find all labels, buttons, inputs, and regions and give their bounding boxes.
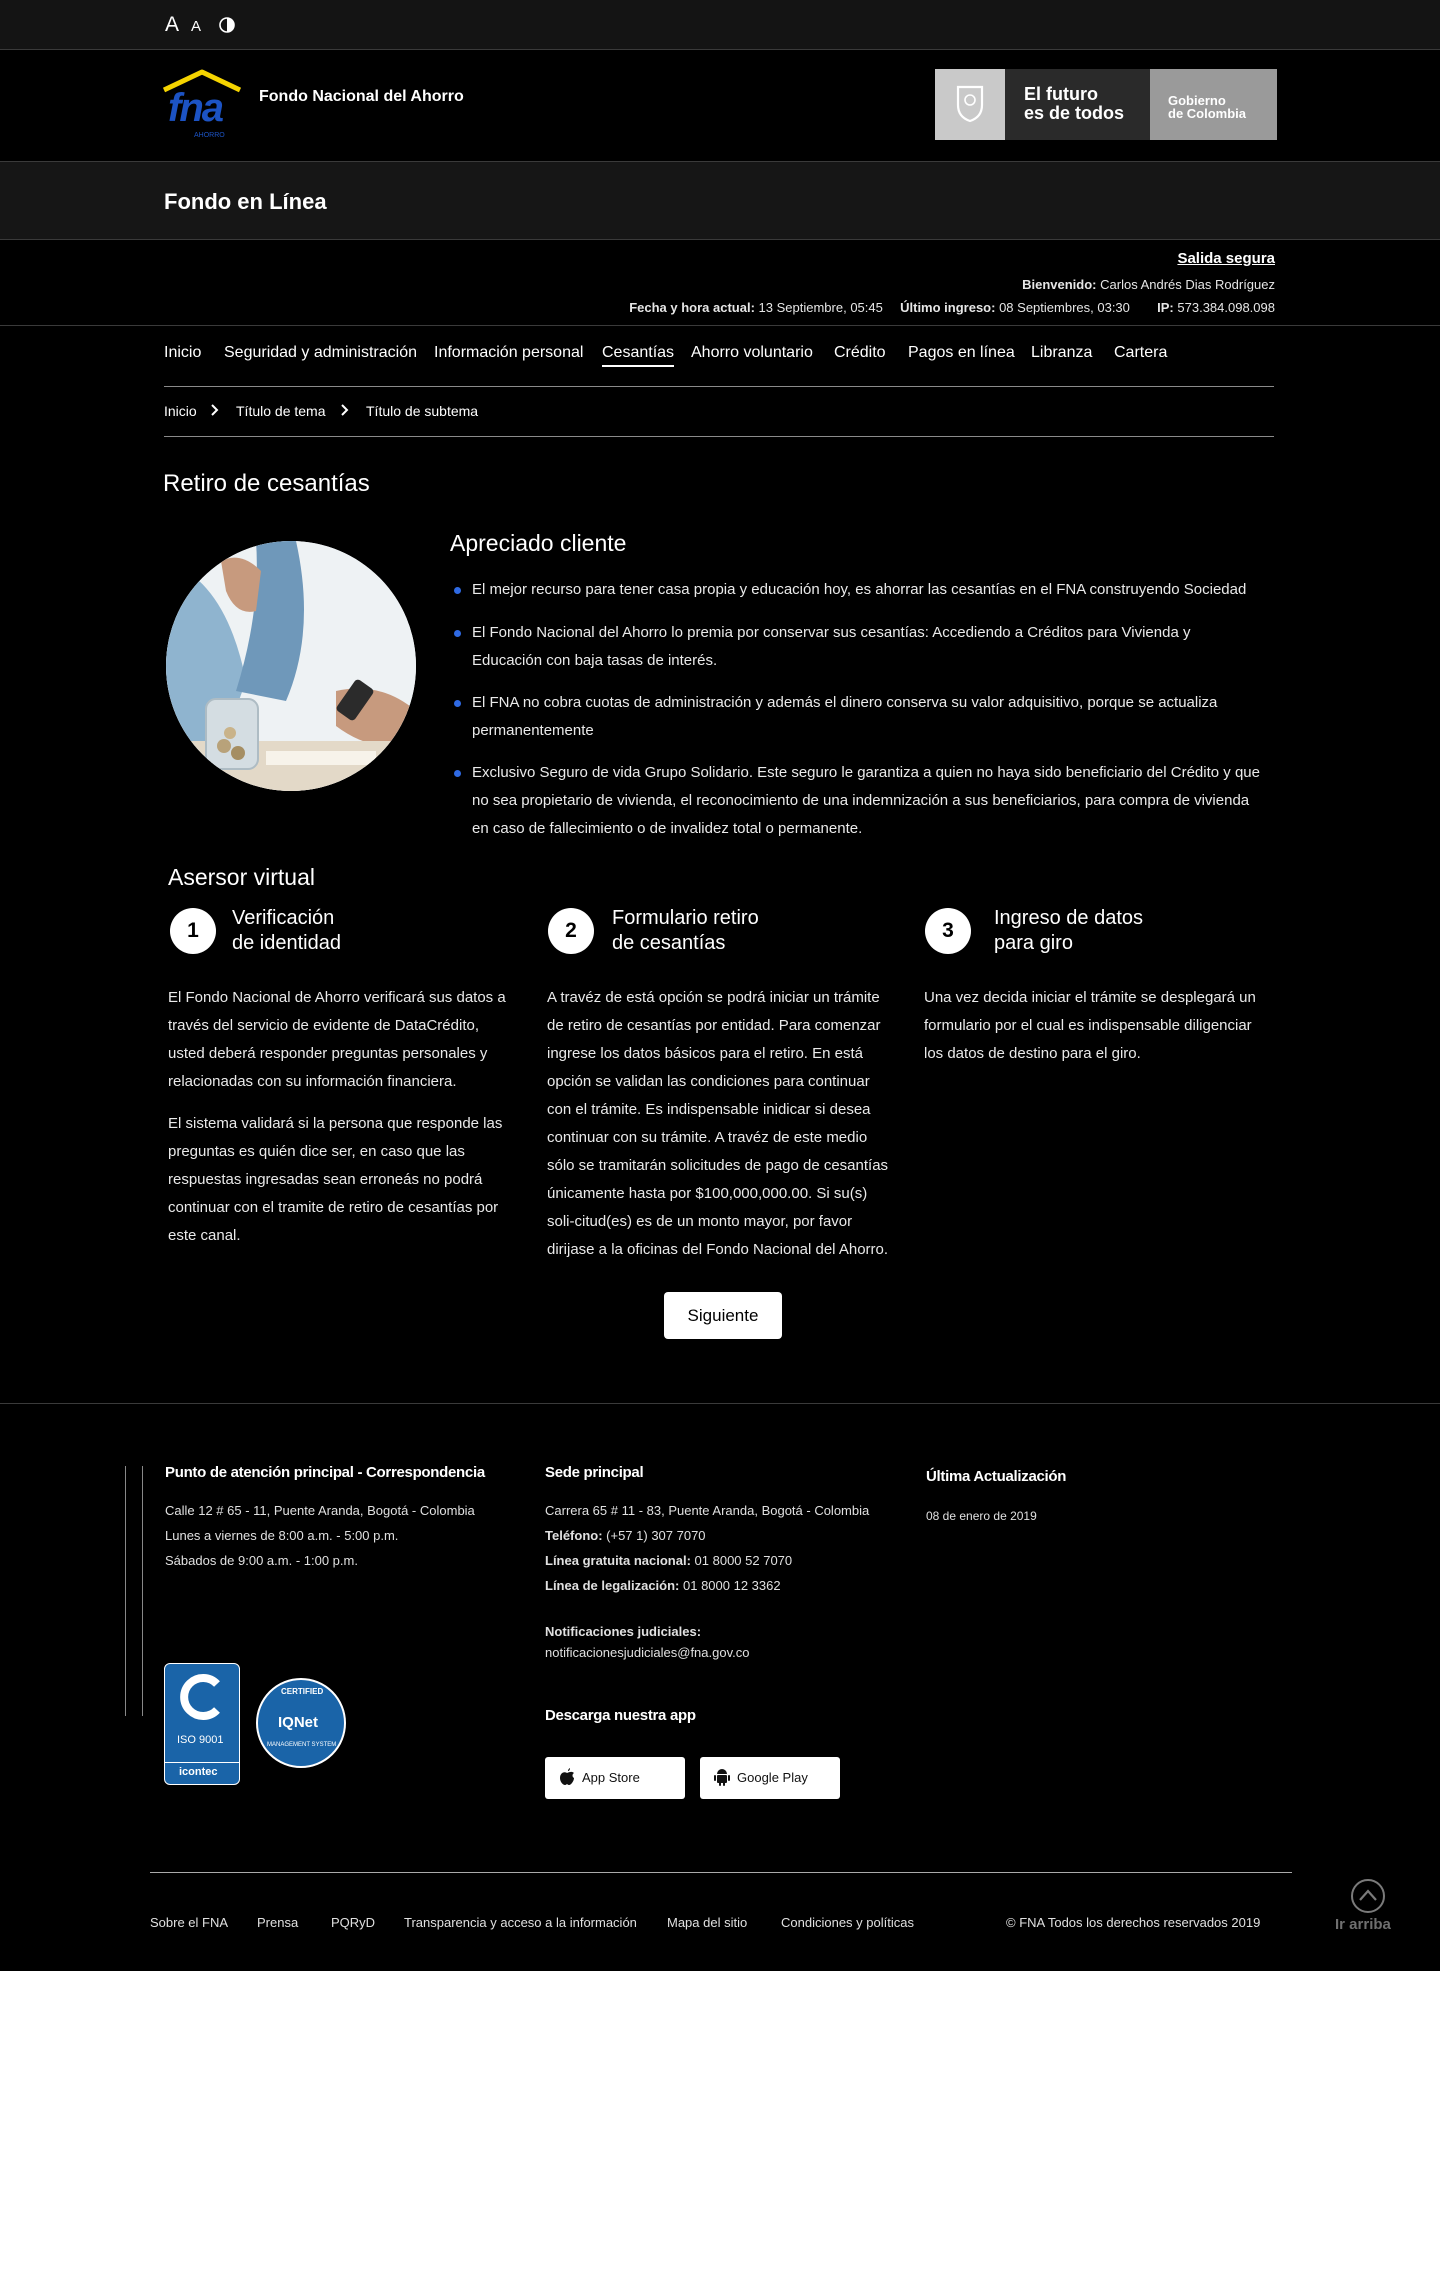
arrow-up-icon (1350, 1878, 1386, 1914)
iqnet-badge (256, 1678, 346, 1768)
iso-label: ISO 9001 (177, 1734, 224, 1746)
step-description: El Fondo Nacional de Ahorro verificará sus datos a través del servicio de evidente de DataCrédito, usted deberá responder preguntas personales y relacionadas con su información financiera. (168, 989, 506, 1090)
step-number-badge: 1 (170, 908, 216, 954)
chevron-right-icon (341, 403, 349, 420)
nav-ahorro-voluntario[interactable]: Ahorro voluntario (691, 344, 813, 361)
bullet-text: El FNA no cobra cuotas de administración y además el dinero conserva su valor adquisitivo, porque se actualiza permanentemente (472, 694, 1218, 739)
footer-link-condiciones[interactable]: Condiciones y políticas (781, 1915, 914, 1930)
back-to-top-button[interactable] (1330, 1878, 1406, 1938)
nav-libranza[interactable]: Libranza (1031, 344, 1093, 361)
bullet-dot-icon (454, 587, 461, 594)
government-banner (935, 69, 1277, 140)
copyright: © FNA Todos los derechos reservados 2019 (1006, 1915, 1261, 1930)
footer-col1-lines (165, 1498, 475, 1573)
intro-bullet (472, 759, 1262, 843)
datetime-value: 13 Septiembre, 05:45 (758, 300, 883, 315)
main-nav (164, 344, 1274, 374)
app-store-button[interactable] (545, 1757, 685, 1799)
chevron-right-icon (211, 403, 219, 420)
nav-divider (164, 386, 1274, 387)
breadcrumb-divider (164, 436, 1274, 437)
accessibility-bar (0, 0, 1440, 50)
step-description: A travéz de está opción se podrá iniciar un trámite de retiro de cesantías por entidad. Para comenzar ingrese los datos básicos para el retiro. En está opción se validan las condiciones para continuar con el trámite. Es indispensable inidicar si desea continuar con su trámite. A travéz de este medio sólo se tramitarán solicitudes de pago de cesantías únicamente hasta por $100,000,000.00. Si su(s) soli-citud(es) es de un monto mayor, por favor dirijase a la oficinas del Fondo Nacional del Ahorro. (547, 989, 889, 1258)
legal-line-label: Línea de legalización: (545, 1578, 680, 1593)
datetime-label: Fecha y hora actual: (629, 300, 755, 315)
footer-col3-title: Última Actualización (926, 1468, 1067, 1485)
footer-col1-title: Punto de atención principal - Correspondencia (165, 1464, 485, 1481)
org-name: Fondo Nacional del Ahorro (259, 88, 464, 105)
gov-slogan-line1: El futuro (1024, 84, 1098, 104)
intro-bullet (472, 619, 1262, 675)
fna-logo[interactable] (162, 68, 242, 140)
footer-link-sobre[interactable]: Sobre el FNA (150, 1915, 229, 1930)
step-title: Verificación de identidad (232, 907, 341, 954)
notifications-email-link[interactable]: notificacionesjudiciales@fna.gov.co (545, 1645, 750, 1660)
nav-informacion-personal[interactable]: Información personal (434, 344, 584, 361)
font-increase-button[interactable]: A (165, 13, 180, 36)
logo-subtext: AHORRO (194, 132, 225, 139)
gov-name-box (1150, 69, 1277, 140)
intro-bullet (472, 576, 1262, 604)
nav-seguridad[interactable]: Seguridad y administración (224, 344, 417, 361)
google-play-button[interactable] (700, 1757, 840, 1799)
page-title: Retiro de cesantías (163, 470, 370, 497)
last-update-date: 08 de enero de 2019 (926, 1509, 1037, 1523)
gov-name-line1: Gobierno (1168, 93, 1226, 108)
step-title: Ingreso de datos para giro (994, 907, 1143, 954)
footer-notifications (545, 1621, 749, 1663)
gov-slogan-box (1005, 69, 1150, 140)
iqnet-mgmt-label: MANAGEMENT SYSTEM (267, 1742, 337, 1748)
step-number-badge: 2 (548, 908, 594, 954)
apple-icon (559, 1768, 575, 1789)
government-shield-icon (935, 69, 1005, 140)
welcome-line (1022, 277, 1275, 292)
free-line-label: Línea gratuita nacional: (545, 1553, 691, 1568)
nav-inicio[interactable]: Inicio (164, 344, 202, 361)
bullet-text: El Fondo Nacional del Ahorro lo premia por conservar sus cesantías: Accediendo a Créditos para Vivienda y Educación con baja tasas de interés. (472, 624, 1191, 669)
gov-slogan-line2: es de todos (1024, 103, 1125, 123)
footer-link-pqryd[interactable]: PQRyD (331, 1915, 376, 1930)
footer-headquarters-address: Carrera 65 # 11 - 83, Puente Aranda, Bogotá - Colombia (545, 1503, 870, 1518)
footer-links (150, 1915, 1261, 1933)
free-line-value: 01 8000 52 7070 (694, 1553, 793, 1568)
bullet-text: Exclusivo Seguro de vida Grupo Solidario. Este seguro le garantiza a quien no haya sido beneficiario del Crédito y que no sea propietario de vivienda, el reconocimiento de una indemnización a sus beneficiarios, para compra de vivienda en caso de fallecimiento o de invalidez total o permanente. (472, 764, 1260, 837)
portal-band (0, 162, 1440, 240)
intro-heading: Apreciado cliente (450, 530, 627, 556)
bullet-text: El mejor recurso para tener casa propia y educación hoy, es ahorrar las cesantías en el FNA construyendo Sociedad (472, 581, 1247, 598)
google-play-label: Google Play (737, 1770, 808, 1785)
footer-address: Calle 12 # 65 - 11, Puente Aranda, Bogotá - Colombia (165, 1503, 475, 1518)
user-info-bar (0, 240, 1440, 326)
vigilado-seal (125, 1466, 143, 1716)
icontec-c-icon (177, 1672, 227, 1722)
savings-photo (166, 541, 416, 791)
footer-link-prensa[interactable]: Prensa (257, 1915, 299, 1930)
breadcrumb-inicio[interactable]: Inicio (164, 403, 197, 419)
next-button[interactable]: Siguiente (664, 1292, 782, 1339)
iqnet-certified-label: CERTIFIED (281, 1687, 324, 1696)
nav-cesantias[interactable]: Cesantías (602, 344, 674, 367)
font-decrease-button[interactable]: A (191, 18, 202, 35)
footer-link-transparencia[interactable]: Transparencia y acceso a la información (404, 1915, 637, 1930)
footer-divider (150, 1872, 1292, 1873)
back-to-top-label: Ir arriba (1335, 1916, 1391, 1933)
last-login-label: Último ingreso: (900, 300, 996, 315)
ip-value: 573.384.098.098 (1177, 300, 1275, 315)
footer-hours-saturday: Sábados de 9:00 a.m. - 1:00 p.m. (165, 1553, 358, 1568)
portal-title: Fondo en Línea (164, 189, 327, 214)
contrast-icon[interactable] (219, 17, 235, 33)
breadcrumb-tema[interactable]: Título de tema (236, 403, 326, 419)
nav-cartera[interactable]: Cartera (1114, 344, 1168, 361)
nav-pagos-en-linea[interactable]: Pagos en línea (908, 344, 1015, 361)
step-number-badge: 3 (925, 908, 971, 954)
welcome-label: Bienvenido: (1022, 277, 1097, 292)
step-description: El sistema validará si la persona que responde las preguntas es quién dice ser, en caso que las respuestas ingresadas sean erroneás no podrá continuar con el tramite de retiro de cesantías por este canal. (168, 1115, 503, 1244)
step-description: Una vez decida iniciar el trámite se desplegará un formulario por el cual es indispensable diligenciar los datos de destino para el giro. (924, 989, 1256, 1062)
iqnet-label: IQNet (278, 1714, 319, 1731)
icontec-label: icontec (179, 1766, 218, 1778)
app-download-title: Descarga nuestra app (545, 1707, 696, 1724)
bullet-dot-icon (454, 770, 461, 777)
last-login-value: 08 Septiembres, 03:30 (999, 300, 1130, 315)
logo-wordmark: fna (168, 86, 222, 130)
bullet-dot-icon (454, 630, 461, 637)
iso-9001-badge (164, 1663, 240, 1785)
legal-line-value: 01 8000 12 3362 (683, 1578, 781, 1593)
footer-col2-title: Sede principal (545, 1464, 644, 1481)
gov-name-line2: de Colombia (1168, 106, 1247, 121)
bullet-dot-icon (454, 700, 461, 707)
step-title: Formulario retiro de cesantías (612, 907, 759, 954)
phone-label: Teléfono: (545, 1528, 603, 1543)
nav-credito[interactable]: Crédito (834, 344, 886, 361)
footer-link-mapa[interactable]: Mapa del sitio (667, 1915, 748, 1930)
breadcrumb (164, 403, 1274, 423)
site-footer (0, 1403, 1440, 1971)
intro-bullet (472, 689, 1262, 745)
welcome-name: Carlos Andrés Dias Rodríguez (1100, 277, 1275, 292)
advisor-title: Asersor virtual (168, 864, 315, 890)
breadcrumb-subtema: Título de subtema (366, 403, 479, 419)
phone-value: (+57 1) 307 7070 (606, 1528, 706, 1543)
notifications-label: Notificaciones judiciales: (545, 1624, 702, 1639)
app-store-label: App Store (582, 1770, 640, 1785)
site-header (0, 50, 1440, 162)
footer-hours-weekday: Lunes a viernes de 8:00 a.m. - 5:00 p.m. (165, 1528, 399, 1543)
session-info-line (629, 300, 1275, 315)
logout-link[interactable]: Salida segura (1177, 250, 1275, 267)
ip-label: IP: (1157, 300, 1174, 315)
footer-col2-contact (545, 1498, 869, 1598)
android-icon (714, 1768, 730, 1789)
